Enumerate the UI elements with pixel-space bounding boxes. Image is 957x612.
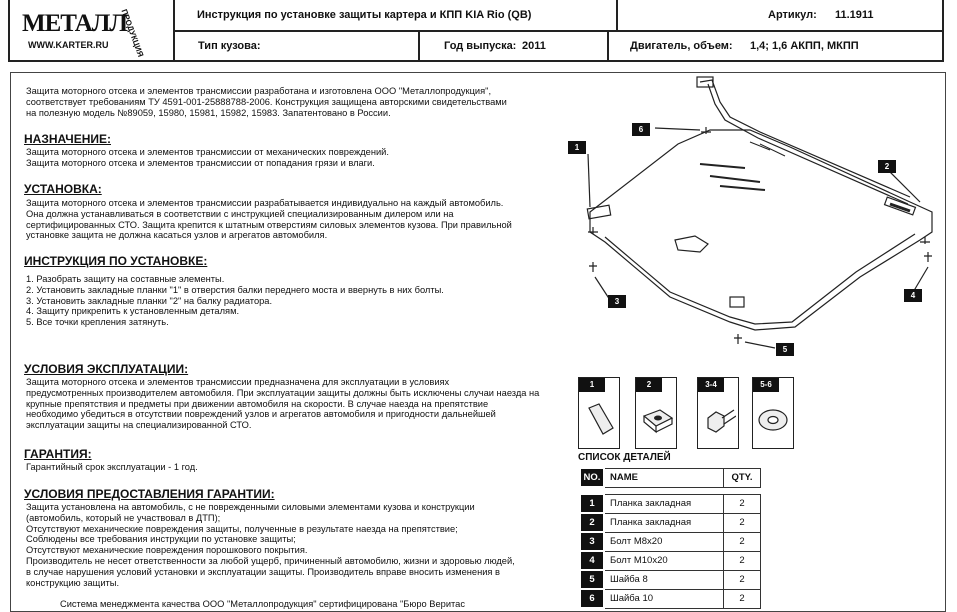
callout-1: 1 [568,141,586,154]
row-no: 3 [580,532,604,551]
installation-text [26,198,556,241]
text-line: Защита моторного отсека и элементов трансмиссии предназначена для эксплуатации в условиях [26,377,450,387]
divider [418,30,420,60]
plate-part-icon [583,398,617,442]
text-line: (автомобиль, который не участвовал в ДТП); [26,512,221,523]
text-line: необходимо убедиться в отсутствии повреждений узлов и агрегатов автомобиля и пригодности дальнейшей [26,409,496,420]
intro-line: соответствует требованиям ТУ 4591-001-25888788-2006. Конструкция защищена авторскими свидетельствами [26,96,507,107]
bracket-tab [697,77,713,87]
row-qty: 2 [724,532,761,551]
parts-table [579,467,761,609]
bolt-5 [734,334,742,344]
row-qty: 2 [724,494,761,513]
text-line: Защита моторного отсека и элементов трансмиссии разрабатывается индивидуально на каждый автомобиль. [26,198,504,208]
part-box-label: 5-6 [753,378,779,392]
engine-value: 1,4; 1,6 АКПП, МКПП [750,40,859,52]
row-qty: 2 [724,589,761,608]
article-label: Артикул: [768,9,817,21]
table-row [580,570,761,589]
header-name: NAME [604,468,724,487]
row-qty: 2 [724,570,761,589]
divider [616,0,618,30]
text-line: 1. Разобрать защиту на составные элементы. [26,274,225,284]
text-line: Отсутствуют механические повреждения защиты, полученные в результате наезда на препятствие; [26,523,458,534]
cutout [675,236,708,252]
text-line: крупные препятствия и предметы при движении автомобиля на скорости. В случае наезда на препятствие [26,398,489,409]
table-row [580,589,761,608]
skid-plate-diagram [560,72,945,362]
warranty-heading: ГАРАНТИЯ: [24,447,92,461]
text-line: эксплуатации защиты на специализированной СТО. [26,420,252,431]
parts-list-title: СПИСОК ДЕТАЛЕЙ [578,452,671,463]
row-name: Планка закладная [604,494,724,513]
divider [173,30,944,32]
table-header-row [580,468,761,487]
row-qty: 2 [724,551,761,570]
purpose-heading: НАЗНАЧЕНИЕ: [24,132,111,146]
text-line: Защита моторного отсека и элементов трансмиссии от попадания грязи и влаги. [26,157,375,168]
ribs [750,142,785,156]
logo [10,0,175,60]
warranty-text [26,462,556,473]
row-no: 4 [580,551,604,570]
leader-5 [745,342,775,348]
table-row [580,532,761,551]
text-line: предусмотренных производителем автомобиля. При эксплуатации защиты должны быть исключены случаи наезда на [26,387,540,398]
year-label: Год выпуска: [444,40,517,52]
text-line: 2. Установить закладные планки "1" в отверстия балки переднего моста и ввернуть в них болты. [26,284,444,295]
text-line: 3. Установить закладные планки "2" на балку радиатора. [26,295,273,306]
callout-5: 5 [776,343,794,356]
text-line: Производитель не несет ответственности за любой ущерб, причиненный автомобилю, жизни и здоровью людей, [26,555,515,566]
logo-url: WWW.KARTER.RU [28,40,109,50]
row-name: Болт М10х20 [604,551,724,570]
logo-text: МЕТАЛЛ [22,10,128,37]
instructions-heading: ИНСТРУКЦИЯ ПО УСТАНОВКЕ: [24,254,208,268]
text-line: Гарантийный срок эксплуатации - 1 год. [26,462,198,472]
logo-sub: ПРОДУКЦИЯ [119,8,146,59]
vent-slots [700,164,765,190]
leader-1 [588,154,590,207]
text-line: установке защита не должна касаться узлов и агрегатов автомобиля. [26,230,328,241]
text-line: Отсутствуют механические повреждения порошкового покрытия. [26,545,308,556]
leader-6 [655,128,700,130]
engine-label: Двигатель, объем: [630,40,733,52]
callout-4: 4 [904,289,922,302]
row-name: Шайба 8 [604,570,724,589]
divider [607,30,609,60]
operation-text [26,377,556,431]
square-plate-icon [640,398,674,442]
part-box-label: 3-4 [698,378,724,392]
row-name: Болт М8х20 [604,532,724,551]
row-name: Планка закладная [604,513,724,532]
bracket-bottom [730,297,744,307]
callout-6: 6 [632,123,650,136]
row-no: 5 [580,570,604,589]
text-line: в случае нарушения условий установки и эксплуатации защиты. Производитель вправе вносить изменения в [26,566,500,577]
intro-text [26,86,556,118]
callout-3: 3 [608,295,626,308]
installation-heading: УСТАНОВКА: [24,182,102,196]
text-line: Соблюдены все требования инструкции по установке защиты; [26,534,296,545]
text-line: сертифицированных СТО. Защита крепится к штатным отверстиям силовых элементов кузова. При правильной [26,219,512,230]
instructions-text [26,274,556,328]
footer-note [60,599,590,610]
operation-heading: УСЛОВИЯ ЭКСПЛУАТАЦИИ: [24,362,189,376]
text-line: Защита установлена на автомобиль, с не поврежденными силовыми элементами кузова и конструкции [26,502,475,512]
washer-icon [757,398,791,442]
part-box-5-6 [752,377,794,449]
part-box-2 [635,377,677,449]
part-box-label: 2 [636,378,662,392]
warranty-conditions-heading: УСЛОВИЯ ПРЕДОСТАВЛЕНИЯ ГАРАНТИИ: [24,487,275,501]
text-line: 5. Все точки крепления затянуть. [26,317,169,328]
header-no: NO. [580,468,604,487]
text-line: Она должна устанавливаться в соответствии с инструкцией специализированным дилером или на [26,208,454,219]
bracket-2-inner [708,84,908,204]
table-row [580,513,761,532]
year-value: 2011 [522,40,546,52]
intro-line: Защита моторного отсека и элементов трансмиссии разработана и изготовлена ООО "Металлопродукция", [26,86,492,96]
row-no: 1 [580,494,604,513]
document-header [8,0,944,62]
bolt-icon [702,398,736,442]
bolt-4b [924,252,932,262]
text-line: конструкцию защиты. [26,577,120,588]
doc-title: Инструкция по установке защиты картера и КПП KIA Rio (QB) [197,9,532,21]
header-qty: QTY. [724,468,761,487]
row-no: 2 [580,513,604,532]
row-no: 6 [580,589,604,608]
warranty-conditions-text [26,502,556,588]
callout-2: 2 [878,160,896,173]
text-line: 4. Защиту прикрепить к установленным деталям. [26,306,240,317]
part-box-1 [578,377,620,449]
intro-line: на полезную модель №89059, 15980, 15981, 15982, 15983. Запатентовано в России. [26,107,391,118]
bolt-3 [589,262,597,272]
row-name: Шайба 10 [604,589,724,608]
text-line: Защита моторного отсека и элементов трансмиссии от механических повреждений. [26,147,389,157]
row-qty: 2 [724,513,761,532]
part-box-label: 1 [579,378,605,392]
bolt-4a [920,237,930,244]
purpose-text [26,147,556,169]
table-row [580,551,761,570]
table-row [580,494,761,513]
body-type-label: Тип кузова: [198,40,261,52]
article-value: 11.1911 [835,9,874,21]
text-line: Система менеджмента качества ООО "Металлопродукция" сертифицирована "Бюро Веритас [60,599,465,609]
plate-edge [605,234,915,324]
part-box-3-4 [697,377,739,449]
